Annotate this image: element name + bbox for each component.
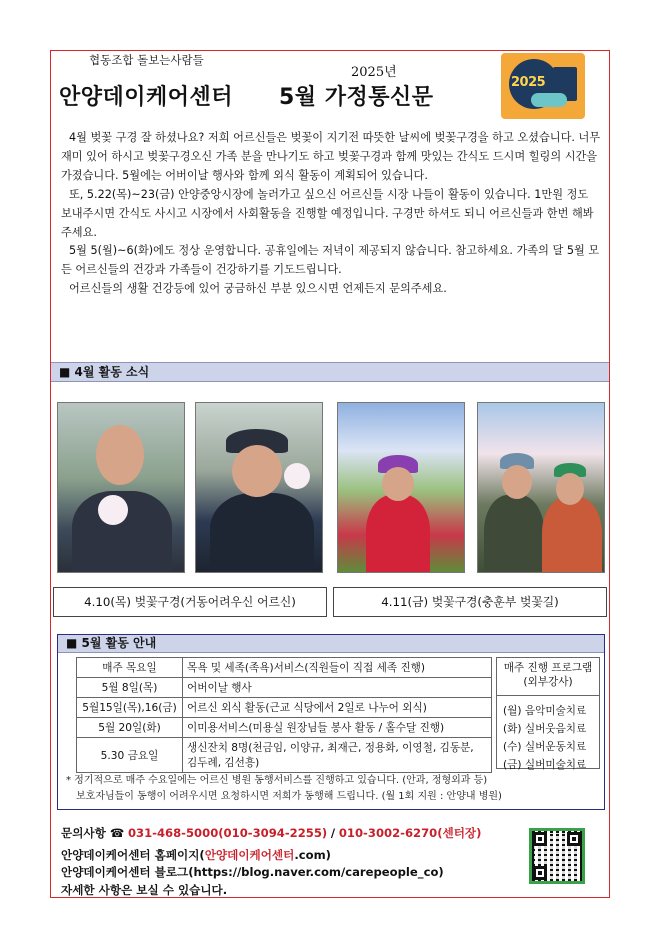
blog-line	[61, 864, 481, 882]
intro-paragraph: 5월 5(월)~6(화)에도 정상 운영합니다. 공휴일에는 저녁이 제공되지 않습니다. 참고하세요. 가족의 달 5월 모든 어르신들의 건강과 가족들이 건강하기를 기도드립니다.	[61, 244, 600, 277]
intro-paragraph: 또, 5.22(목)~23(금) 안양중앙시장에 놀러가고 싶으신 어르신들 시장 나들이 활동이 있습니다. 1만원 정도 보내주시면 간식도 사시고 시장에서 사회활동을 진행할 예정입니다. 구경만 하셔도 되니 어르신들과 한번 해봐주세요.	[61, 187, 594, 239]
contact-footer	[61, 825, 481, 899]
homepage-suffix: .com)	[294, 847, 331, 862]
program-heading	[497, 658, 599, 696]
activity-photo	[477, 402, 605, 573]
schedule-activity: 생신잔치 8명(천금임, 이양규, 최재근, 정용화, 이영철, 김동분, 김두례, 김선흥)	[183, 738, 492, 773]
intro-paragraph: 4월 벚꽃 구경 잘 하셨나요? 저희 어르신들은 벚꽃이 지기전 따뜻한 날씨에 벚꽃구경을 하고 오셨습니다. 너무 재미 있어 하시고 벚꽃구경오신 가족 분을 만나기도 하고 벚꽃구경과 함께 맛있는 간식도 드시며 힐링의 시간을 가졌습니다. 5월에는 어버이날 행사와 함께 외식 활동이 계획되어 있습니다.	[61, 131, 601, 182]
schedule-date: 매주 목요일	[77, 658, 183, 678]
photo-caption: 4.11(금) 벚꽃구경(충훈부 벚꽃길)	[333, 587, 607, 617]
table-row	[77, 738, 492, 773]
activity-photo	[337, 402, 465, 573]
hospital-note	[66, 773, 602, 805]
qr-code-icon[interactable]	[529, 828, 585, 884]
phone-line	[61, 825, 481, 843]
schedule-date: 5월 20일(화)	[77, 718, 183, 738]
table-row	[77, 718, 492, 738]
face-shape	[382, 467, 414, 501]
may-activity-guide	[57, 634, 605, 810]
newsletter-year: 2025년	[351, 65, 397, 80]
table-row	[77, 678, 492, 698]
schedule-activity: 목욕 및 세족(족욕)서비스(직원들이 직접 세족 진행)	[183, 658, 492, 678]
contact-label: 문의사항 ☎	[61, 826, 125, 840]
list-item: (수) 실버운동치료	[503, 741, 587, 753]
flower-shape	[98, 495, 128, 525]
qr-finder	[567, 832, 581, 846]
program-heading-line: 매주 진행 프로그램	[503, 662, 593, 674]
note-line: 보호자님들이 동행이 어려우시면 요청하시면 저희가 동행해 드립니다. (월 1회 지원 : 안양내 병원)	[76, 791, 502, 802]
schedule-date: 5월15일(목),16(금)	[77, 698, 183, 718]
face-shape	[96, 425, 144, 485]
blog-link[interactable]: 안양데이케어센터 블로그(https://blog.naver.com/carepeople_co)	[61, 865, 444, 879]
list-item: (월) 음악미술치료	[503, 705, 587, 717]
more-info-line	[61, 882, 481, 900]
intro-paragraph: 어르신들의 생활 건강등에 있어 궁금하신 부분 있으시면 언제든지 문의주세요.	[69, 282, 447, 296]
activity-photo	[195, 402, 323, 573]
face-shape	[556, 473, 584, 505]
table-row	[77, 658, 492, 678]
may-section-heading: ■ 5월 활동 안내	[58, 635, 604, 653]
phone-separator: /	[330, 826, 336, 840]
table-row	[77, 698, 492, 718]
organization-name: 협동조합 돌보는사람들	[89, 53, 204, 67]
center-name: 안양데이케어센터	[59, 85, 234, 110]
activity-photo	[57, 402, 185, 573]
homepage-link[interactable]: 안양데이케어센터	[204, 847, 295, 862]
note-line: * 정기적으로 매주 수요일에는 어르신 병원 동행서비스를 진행하고 있습니다. (안과, 정형외과 등)	[66, 775, 488, 786]
qr-finder	[533, 866, 547, 880]
intro-text	[61, 129, 601, 299]
logo-year-text: 2025	[511, 75, 546, 90]
schedule-activity: 어르신 외식 활동(근교 식당에서 2일로 나누어 외식)	[183, 698, 492, 718]
photo-caption: 4.10(목) 벚꽃구경(거동어려우신 어르신)	[53, 587, 327, 617]
homepage-prefix: 안양데이케어센터 홈페이지(	[61, 847, 205, 862]
year-logo-image	[501, 53, 585, 119]
schedule-date: 5월 8일(목)	[77, 678, 183, 698]
program-heading-line: (외부강사)	[523, 676, 573, 688]
person-shape	[484, 495, 544, 573]
face-shape	[502, 465, 532, 499]
main-phone[interactable]: 031-468-5000(010-3094-2255)	[127, 826, 328, 840]
flower-shape	[284, 463, 310, 489]
schedule-activity: 어버이날 행사	[183, 678, 492, 698]
face-shape	[232, 445, 282, 497]
person-shape	[542, 497, 602, 573]
list-item: (금) 실버미술치료	[503, 759, 587, 771]
list-item: (화) 실버웃음치료	[503, 723, 587, 735]
person-shape	[210, 493, 314, 573]
snake-icon	[531, 93, 567, 107]
program-list	[497, 696, 599, 774]
schedule-date: 5.30 금요일	[77, 738, 183, 773]
april-section-heading: ■ 4월 활동 소식	[51, 362, 609, 382]
schedule-activity: 이미용서비스(미용실 원장님들 봉사 활동 / 홀수달 진행)	[183, 718, 492, 738]
person-shape	[366, 495, 430, 573]
newsletter-title: 5월 가정통신문	[279, 85, 434, 110]
weekly-program-box	[496, 657, 600, 769]
schedule-table	[76, 657, 492, 773]
more-info-text: 자세한 사항은 보실 수 있습니다.	[61, 882, 228, 897]
qr-finder	[533, 832, 547, 846]
director-phone[interactable]: 010-3002-6270(센터장)	[338, 826, 482, 840]
homepage-line	[61, 847, 481, 865]
newsletter-frame	[50, 50, 610, 898]
